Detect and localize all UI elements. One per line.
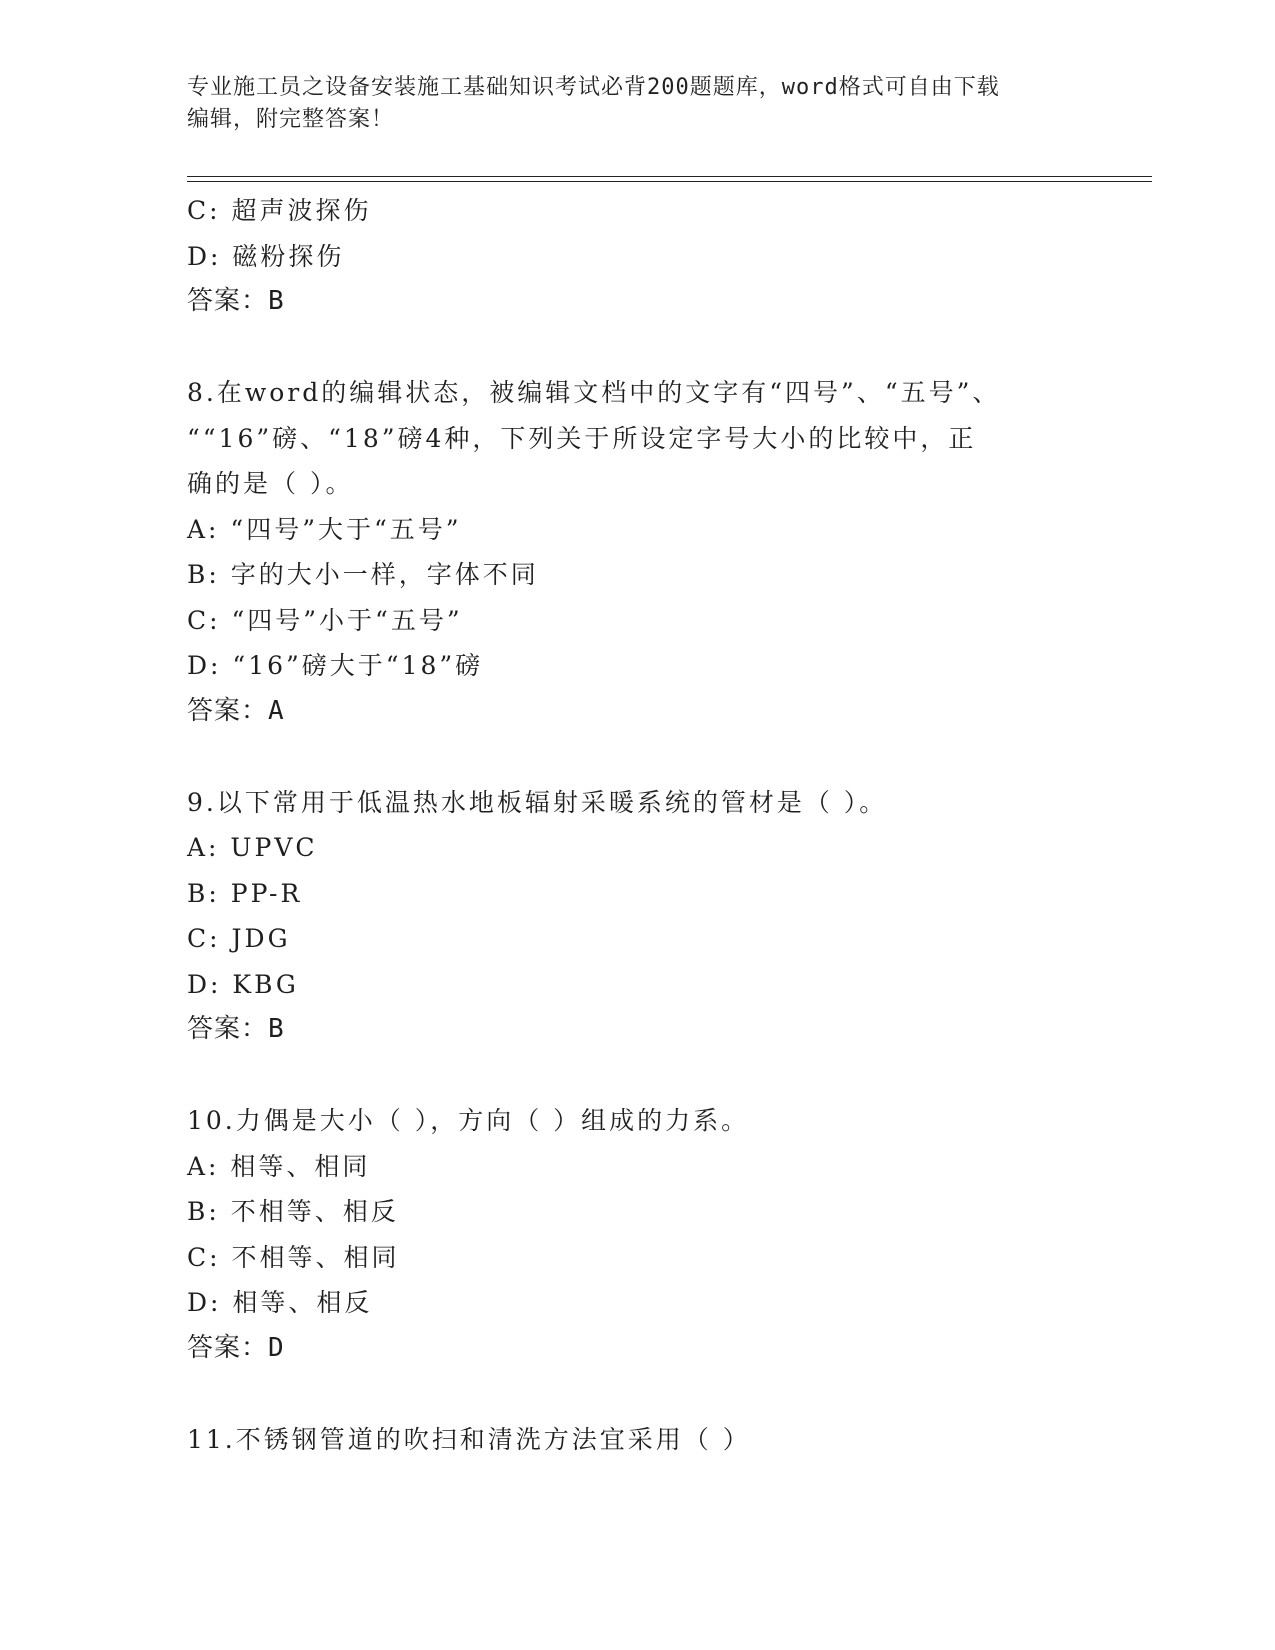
option-b: B: PP-R bbox=[187, 878, 303, 908]
header-divider-bottom bbox=[187, 181, 1152, 182]
header-line-2: 编辑，附完整答案！ bbox=[187, 107, 395, 132]
option-d: D: “16”磅大于“18”磅 bbox=[187, 651, 484, 680]
option-c: C: “四号”小于“五号” bbox=[187, 605, 463, 635]
question-8 bbox=[187, 370, 1147, 734]
answer: 答案：A bbox=[187, 695, 285, 726]
question-list bbox=[187, 188, 1147, 1462]
option-c: C: 不相等、相同 bbox=[187, 1242, 400, 1272]
spacer bbox=[187, 325, 1147, 371]
option-a: A: UPVC bbox=[187, 833, 318, 862]
spacer bbox=[187, 734, 1147, 780]
document-header bbox=[187, 72, 1087, 136]
answer: 答案：D bbox=[187, 1332, 285, 1363]
option-a: A: 相等、相同 bbox=[187, 1151, 371, 1181]
option-c: C: 超声波探伤 bbox=[187, 196, 372, 225]
spacer bbox=[187, 1053, 1147, 1099]
header-divider-top bbox=[187, 176, 1152, 177]
option-a: A: “四号”大于“五号” bbox=[187, 514, 462, 544]
question-11 bbox=[187, 1417, 1147, 1463]
question-stem: 8.在word的编辑状态，被编辑文档中的文字有“四号”、“五号”、 bbox=[187, 378, 1001, 407]
option-d: D: KBG bbox=[187, 969, 299, 999]
question-9 bbox=[187, 780, 1147, 1053]
answer: 答案：B bbox=[187, 1014, 285, 1044]
answer: 答案：B bbox=[187, 286, 285, 316]
question-stem: 9.以下常用于低温热水地板辐射采暖系统的管材是（ ）。 bbox=[187, 787, 888, 817]
spacer bbox=[187, 1371, 1147, 1417]
question-7 bbox=[187, 188, 1147, 325]
option-b: B: 不相等、相反 bbox=[187, 1197, 399, 1226]
question-stem: 10.力偶是大小（ ），方向（ ）组成的力系。 bbox=[187, 1106, 750, 1135]
question-10 bbox=[187, 1098, 1147, 1371]
question-stem: 11.不锈钢管道的吹扫和清洗方法宜采用（ ） bbox=[187, 1424, 751, 1454]
option-d: D: 相等、相反 bbox=[187, 1288, 373, 1317]
question-stem: 确的是（ ）。 bbox=[187, 469, 354, 498]
question-stem: ““16”磅、“18”磅4种，下列关于所设定字号大小的比较中，正 bbox=[187, 423, 977, 453]
option-c: C: JDG bbox=[187, 924, 291, 953]
option-d: D: 磁粉探伤 bbox=[187, 241, 345, 271]
header-line-1: 专业施工员之设备安装施工基础知识考试必背200题题库，word格式可自由下载 bbox=[187, 75, 1000, 100]
option-b: B: 字的大小一样，字体不同 bbox=[187, 560, 539, 589]
